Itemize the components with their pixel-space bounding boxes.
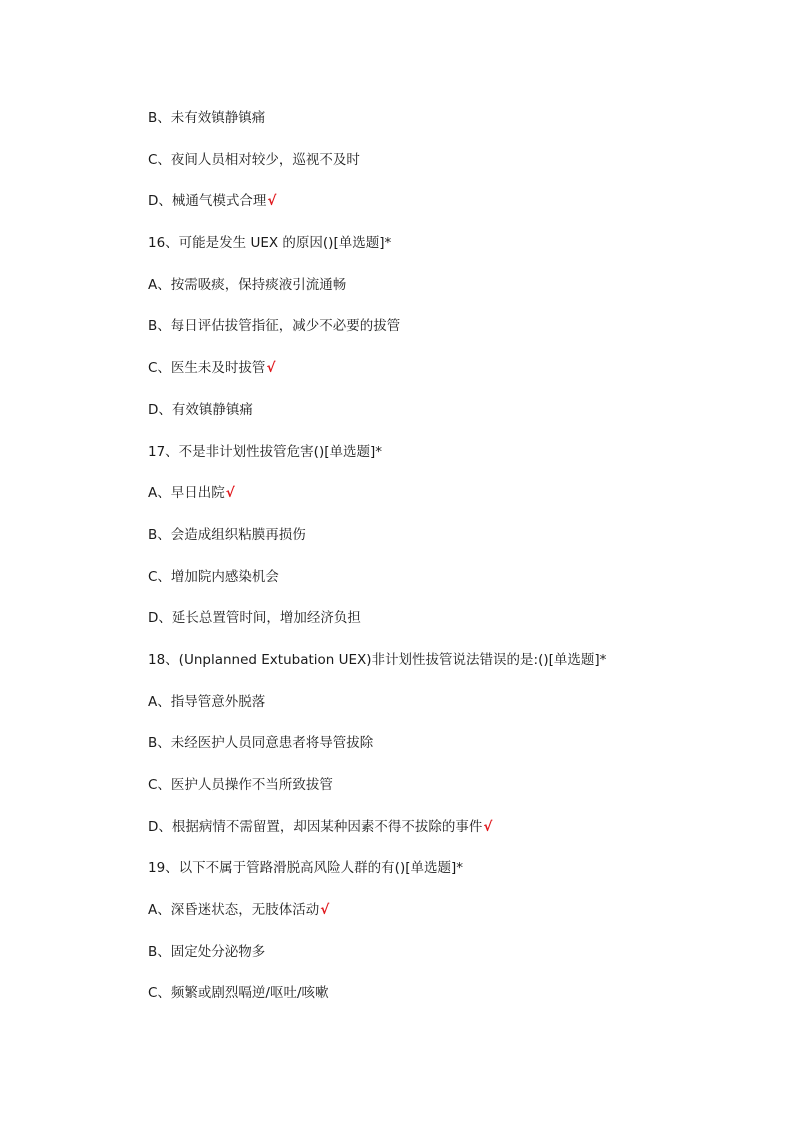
option-line [148, 316, 748, 358]
line-text: C、医护人员操作不当所致拔管 [148, 777, 333, 793]
option-line [148, 775, 748, 817]
line-text: C、频繁或剧烈嗝逆/呕吐/咳嗽 [148, 985, 329, 1002]
question-list [148, 108, 748, 1025]
answer-check-mark: √ [266, 360, 276, 377]
line-text: A、按需吸痰，保持痰液引流通畅 [148, 276, 347, 293]
line-text: C、夜间人员相对较少，巡视不及时 [148, 151, 360, 168]
question-line [148, 233, 748, 275]
line-text: C、增加院内感染机会 [148, 568, 279, 585]
line-text: D、械通气模式合理 [148, 193, 267, 210]
option-line [148, 275, 748, 317]
question-line [148, 650, 748, 692]
answer-check-mark: √ [483, 818, 493, 835]
line-text: 18、(Unplanned Extubation UEX)非计划性拔管说法错误的是:()[单选题]* [148, 651, 607, 668]
option-line [148, 483, 748, 525]
answer-check-mark: √ [320, 902, 330, 919]
line-text: D、有效镇静镇痛 [148, 401, 253, 418]
option-line [148, 817, 748, 859]
option-line [148, 692, 748, 734]
line-text: B、每日评估拔管指征，减少不必要的拔管 [148, 318, 401, 335]
option-line [148, 108, 748, 150]
line-text: B、未有效镇静镇痛 [148, 110, 266, 126]
line-text: B、固定处分泌物多 [148, 943, 266, 960]
option-line [148, 191, 748, 233]
line-text: 19、以下不属于管路滑脱高风险人群的有()[单选题]* [148, 860, 463, 877]
line-text: A、指导管意外脱落 [148, 693, 266, 710]
line-text: A、深昏迷状态，无肢体活动 [148, 902, 320, 919]
line-text: D、延长总置管时间，增加经济负担 [148, 610, 361, 627]
line-text: C、医生未及时拔管 [148, 360, 266, 377]
answer-check-mark: √ [267, 193, 277, 210]
question-line [148, 858, 748, 900]
line-text: B、未经医护人员同意患者将导管拔除 [148, 735, 374, 752]
option-line [148, 942, 748, 984]
option-line [148, 567, 748, 609]
option-line [148, 608, 748, 650]
line-text: 17、不是非计划性拔管危害()[单选题]* [148, 443, 382, 460]
option-line [148, 358, 748, 400]
line-text: D、根据病情不需留置，却因某种因素不得不拔除的事件 [148, 818, 483, 835]
question-line [148, 442, 748, 484]
line-text: B、会造成组织粘膜再损伤 [148, 526, 306, 543]
option-line [148, 983, 748, 1025]
line-text: 16、可能是发生 UEX 的原因()[单选题]* [148, 235, 392, 252]
option-line [148, 400, 748, 442]
option-line [148, 900, 748, 942]
line-text: A、早日出院 [148, 485, 225, 502]
option-line [148, 733, 748, 775]
option-line [148, 150, 748, 192]
option-line [148, 525, 748, 567]
answer-check-mark: √ [225, 485, 235, 502]
